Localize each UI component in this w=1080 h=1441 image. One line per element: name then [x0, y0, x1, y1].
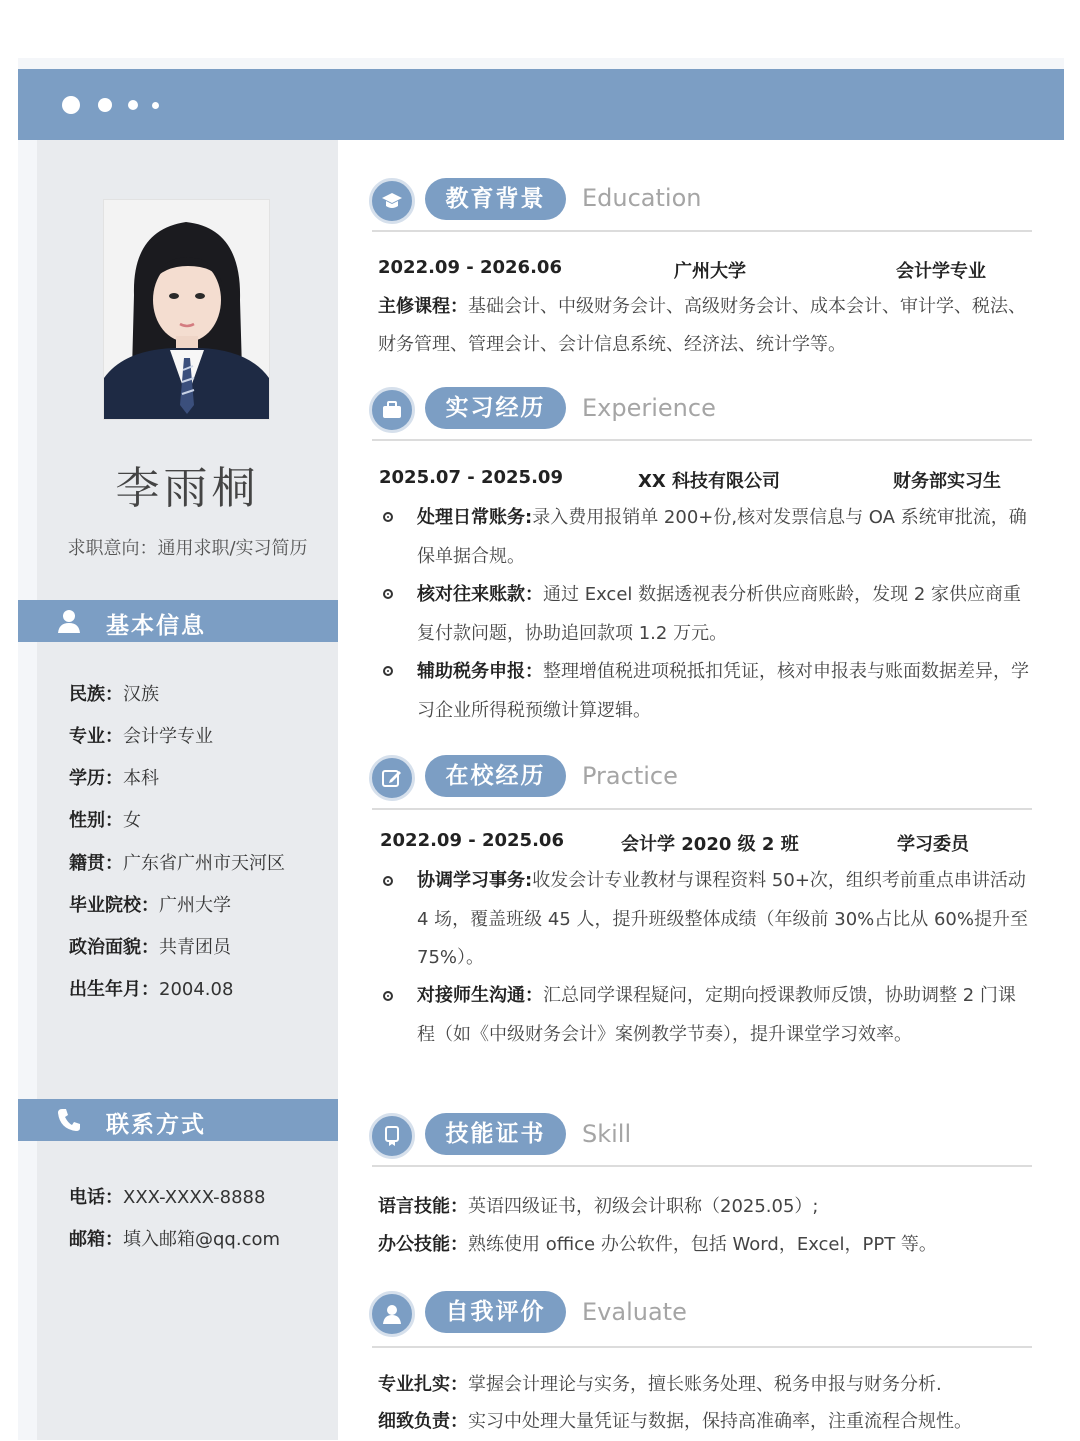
education-date: 2022.09 - 2026.06 [378, 257, 562, 278]
bullet-icon [383, 589, 393, 599]
divider [372, 230, 1032, 232]
basic-info-header [18, 600, 338, 642]
bullet-icon [383, 991, 393, 1001]
experience-org: XX 科技有限公司 [638, 471, 781, 492]
bullet-icon [383, 666, 393, 676]
basic-info-title: 基本信息 [106, 613, 206, 639]
info-row: 毕业院校：广州大学 [69, 895, 231, 916]
contact-header [18, 1099, 338, 1141]
certificate-icon [369, 1113, 415, 1159]
list-item: 对接师生沟通：汇总同学课程疑问，定期向授课教师反馈，协助调整 2 门课程（如《中级财务会计》案例教学节奏），提升课堂学习效率。 [417, 985, 1016, 1045]
bullet-icon [383, 512, 393, 522]
evaluate-title: 自我评价 [425, 1291, 566, 1333]
bullet-icon [383, 876, 393, 886]
candidate-name: 李雨桐 [115, 463, 260, 514]
list-item: 处理日常账务:录入费用报销单 200+份,核对发票信息与 OA 系统审批流，确保单据合规。 [417, 507, 1027, 567]
top-margin [0, 0, 1080, 58]
pencil-edit-icon [369, 755, 415, 801]
info-row: 学历：本科 [69, 768, 159, 789]
practice-org: 会计学 2020 级 2 班 [621, 834, 799, 855]
education-title: 教育背景 [425, 178, 566, 220]
skill-office: 办公技能：熟练使用 office 办公软件，包括 Word，Excel，PPT 等。 [378, 1234, 937, 1255]
experience-title-en: Experience [582, 394, 716, 422]
evaluate-row: 专业扎实：掌握会计理论与实务，擅长账务处理、税务申报与财务分析. [378, 1374, 942, 1395]
experience-role: 财务部实习生 [893, 471, 1001, 492]
practice-date: 2022.09 - 2025.06 [380, 830, 564, 851]
info-row: 性别：女 [69, 810, 141, 831]
divider [372, 439, 1032, 441]
education-courses: 主修课程：基础会计、中级财务会计、高级财务会计、成本会计、审计学、税法、财务管理、管理会计、会计信息系统、经济法、统计学等。 [378, 296, 1026, 355]
skill-title-en: Skill [582, 1120, 632, 1148]
info-row: 政治面貌：共青团员 [69, 937, 231, 958]
evaluate-row: 细致负责：实习中处理大量凭证与数据，保持高准确率，注重流程合规性。 [378, 1411, 972, 1432]
contact-phone: 电话：XXX-XXXX-8888 [69, 1187, 266, 1208]
briefcase-icon [369, 387, 415, 433]
skill-language: 语言技能：英语四级证书，初级会计职称（2025.05）; [378, 1196, 819, 1217]
user-badge-icon [369, 1291, 415, 1337]
list-item: 协调学习事务:收发会计专业教材与课程资料 50+次，组织考前重点串讲活动 4 场，覆盖班级 45 人，提升班级整体成绩（年级前 30%占比从 60%提升至 75%）。 [417, 870, 1028, 968]
education-org: 广州大学 [674, 261, 746, 282]
header-band [18, 69, 1064, 140]
info-row: 民族：汉族 [69, 684, 159, 705]
phone-icon [56, 1107, 82, 1133]
list-item: 核对往来账款：通过 Excel 数据透视表分析供应商账龄，发现 2 家供应商重复付款问题，协助追回款项 1.2 万元。 [417, 584, 1022, 644]
practice-title-en: Practice [582, 762, 678, 790]
person-icon [56, 608, 82, 634]
contact-email: 邮箱：填入邮箱@qq.com [69, 1229, 281, 1250]
experience-date: 2025.07 - 2025.09 [379, 467, 563, 488]
practice-title: 在校经历 [425, 755, 566, 797]
divider [372, 1346, 1032, 1348]
graduation-cap-icon [369, 178, 415, 224]
education-title-en: Education [582, 184, 702, 212]
education-major: 会计学专业 [896, 261, 986, 282]
info-row: 专业：会计学专业 [69, 726, 213, 747]
skill-title: 技能证书 [425, 1113, 566, 1155]
experience-title: 实习经历 [425, 387, 566, 429]
practice-role: 学习委员 [897, 834, 969, 855]
job-intent: 求职意向：通用求职/实习简历 [67, 538, 308, 559]
evaluate-title-en: Evaluate [582, 1298, 687, 1326]
info-row: 出生年月：2004.08 [69, 979, 234, 1000]
divider [372, 808, 1032, 810]
contact-title: 联系方式 [106, 1112, 206, 1138]
list-item: 辅助税务申报：整理增值税进项税抵扣凭证，核对申报表与账面数据差异，学习企业所得税预缴计算逻辑。 [417, 661, 1029, 721]
divider [372, 1165, 1032, 1167]
info-row: 籍贯：广东省广州市天河区 [69, 853, 285, 874]
profile-photo [103, 199, 270, 420]
